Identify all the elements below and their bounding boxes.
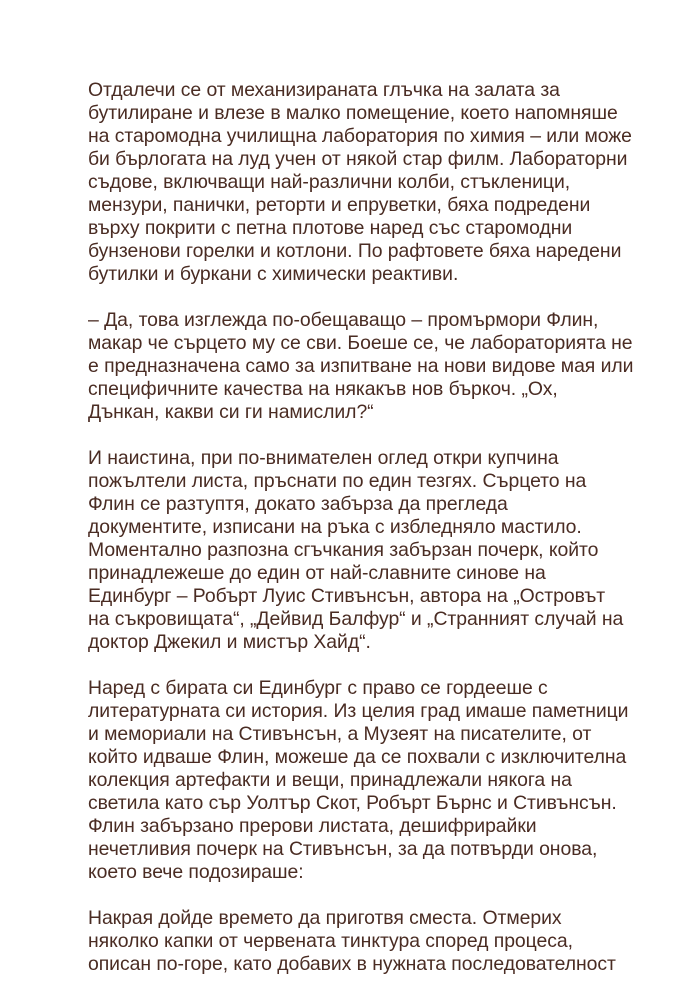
text-line: принадлежеше до един от най-славните синове на — [88, 562, 546, 584]
paragraph-2 — [88, 309, 648, 424]
text-line: доктор Джекил и мистър Хайд“. — [88, 631, 371, 653]
text-line: няколко капки от червената тинктура според процеса, — [88, 930, 573, 952]
text-line: и мемориали на Стивънсън, а Музеят на писателите, от — [88, 723, 592, 745]
text-line: специфичните качества на някакъв нов бъркоч. „Ох, — [88, 378, 558, 400]
text-line: на старомодна училищна лаборатория по химия – или може — [88, 125, 632, 147]
text-line: Флин се разтуптя, докато забърза да прегледа — [88, 493, 508, 515]
text-line: Единбург – Робърт Луис Стивънсън, автора на „Островът — [88, 585, 606, 607]
text-line: Отдалечи се от механизираната глъчка на залата за — [88, 79, 560, 101]
text-line: бутилки и буркани с химически реактиви. — [88, 263, 459, 285]
text-line: е предназначена само за изпитване на нови видове мая или — [88, 355, 634, 377]
body-text — [88, 79, 648, 999]
text-line: върху покрити с петна плотове наред със старомодни — [88, 217, 573, 239]
text-line: Наред с бирата си Единбург с право се гордееше с — [88, 677, 548, 699]
text-line: който идваше Флин, можеше да се похвали с изключителна — [88, 746, 627, 768]
paragraph-4 — [88, 677, 648, 884]
text-line: на съкровищата“, „Дейвид Балфур“ и „Странният случай на — [88, 608, 624, 630]
text-line: бунзенови горелки и котлони. По рафтовете бяха наредени — [88, 240, 622, 262]
paragraph-1 — [88, 79, 648, 286]
paragraph-3 — [88, 447, 648, 654]
text-line: Дънкан, какви си ги намислил?“ — [88, 401, 374, 423]
text-line: И наистина, при по-внимателен оглед откри купчина — [88, 447, 559, 469]
text-line: нечетливия почерк на Стивънсън, за да потвърди онова, — [88, 838, 598, 860]
text-line: светила като сър Уолтър Скот, Робърт Бърнс и Стивънсън. — [88, 792, 617, 814]
paragraph-5 — [88, 907, 648, 976]
text-line: колекция артефакти и вещи, принадлежали някога на — [88, 769, 572, 791]
text-line: мензури, панички, реторти и епруветки, бяха подредени — [88, 194, 591, 216]
text-line: документите, изписани на ръка с избледняло мастило. — [88, 516, 582, 538]
text-line: литературната си история. Из целия град имаше паметници — [88, 700, 629, 722]
text-line: бутилиране и влезе в малко помещение, което напомняше — [88, 102, 618, 124]
text-line: – Да, това изглежда по-обещаващо – промърмори Флин, — [88, 309, 599, 331]
text-line: което вече подозираше: — [88, 861, 304, 883]
text-line: пожълтели листа, пръснати по един тезгях. Сърцето на — [88, 470, 587, 492]
text-line: Флин забързано прерови листата, дешифрирайки — [88, 815, 537, 837]
text-line: съдове, включващи най-различни колби, стъкленици, — [88, 171, 571, 193]
text-line: Накрая дойде времето да приготвя сместа. Отмерих — [88, 907, 562, 929]
text-line: Моментално разпозна сгъчкания забързан почерк, който — [88, 539, 599, 561]
text-line: би бърлогата на луд учен от някой стар филм. Лабораторни — [88, 148, 628, 170]
text-line: описан по-горе, като добавих в нужната последователност — [88, 953, 616, 975]
text-line: макар че сърцето му се сви. Боеше се, че лабораторията не — [88, 332, 633, 354]
